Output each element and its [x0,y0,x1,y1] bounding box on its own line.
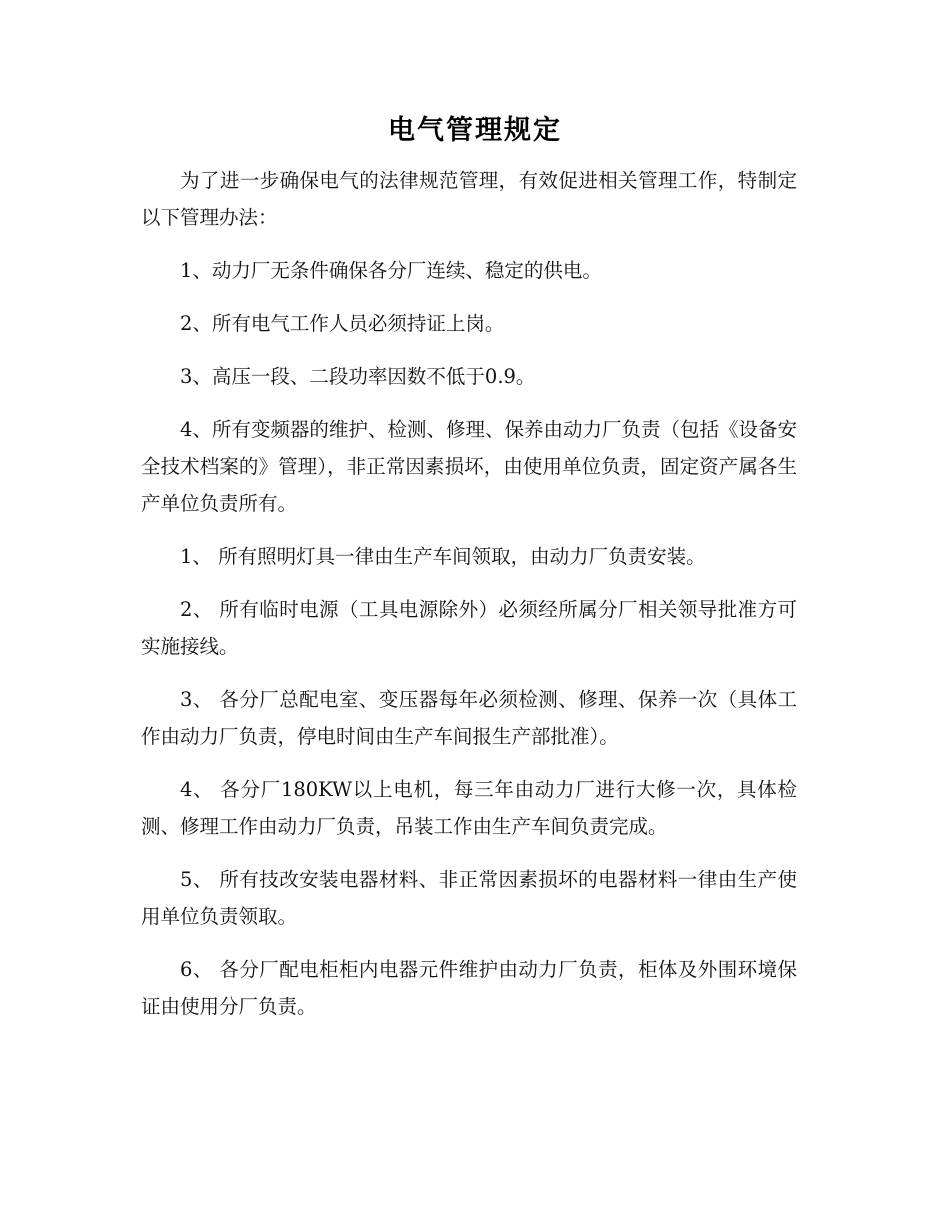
rule-paragraph: 2、所有电气工作人员必须持证上岗。 [180,312,505,335]
rule-paragraph: 3、 各分厂总配电室、变压器每年必须检测、修理、保养一次（具体工作由动力厂负责，停电时间由生产车间报生产部批准）。 [141,688,797,748]
intro-paragraph: 为了进一步确保电气的法律规范管理，有效促进相关管理工作，特制定以下管理办法： [141,169,797,229]
rule-paragraph: 5、 所有技改安装电器材料、非正常因素损坏的电器材料一律由生产使用单位负责领取。 [141,868,797,928]
rule-paragraph: 3、高压一段、二段功率因数不低于0.9。 [180,365,536,388]
rule-paragraph: 1、 所有照明灯具一律由生产车间领取，由动力厂负责安装。 [180,545,706,568]
page-title: 电气管理规定 [388,115,562,146]
rule-paragraph: 6、 各分厂配电柜柜内电器元件维护由动力厂负责，柜体及外围环境保证由使用分厂负责。 [141,958,797,1018]
rule-paragraph: 2、 所有临时电源（工具电源除外）必须经所属分厂相关领导批准方可实施接线。 [141,598,797,658]
rule-paragraph: 4、所有变频器的维护、检测、修理、保养由动力厂负责（包括《设备安全技术档案的》管理），非正常因素损坏，由使用单位负责，固定资产属各生产单位负责所有。 [141,418,797,515]
rule-paragraph: 1、动力厂无条件确保各分厂连续、稳定的供电。 [180,259,602,282]
rule-paragraph: 4、 各分厂180KW以上电机，每三年由动力厂进行大修一次，具体检测、修理工作由动力厂负责，吊装工作由生产车间负责完成。 [141,778,797,838]
document-body [141,162,797,1041]
